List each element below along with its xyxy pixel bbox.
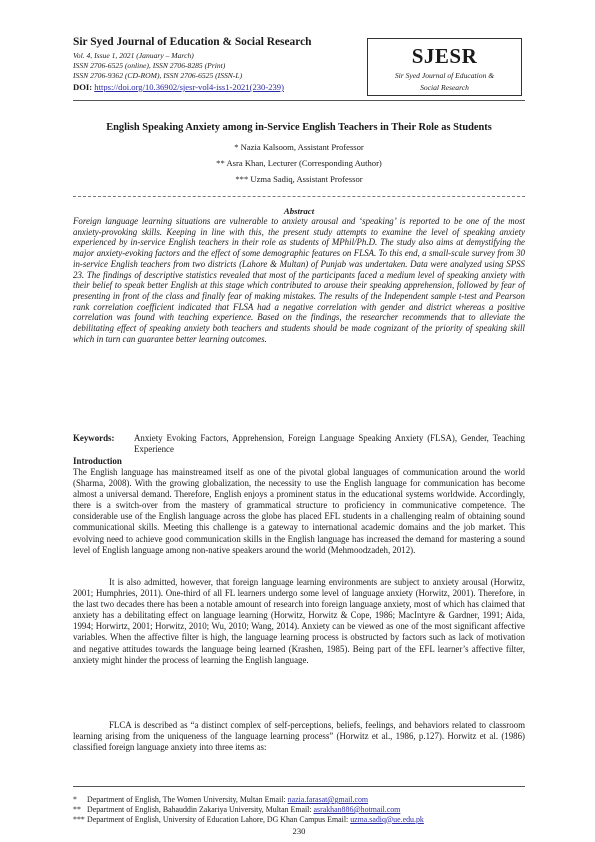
article-title: English Speaking Anxiety among in-Service English Teachers in Their Role as Students (106, 122, 492, 133)
footnote-1 (73, 795, 525, 805)
journal-logo (367, 38, 522, 96)
footnote-2 (73, 805, 525, 815)
logo-subtitle-2: Social Research (420, 83, 469, 92)
footnote-affiliation: Department of English, Bahauddin Zakariya University, Multan Email: (87, 804, 314, 814)
intro-paragraph-1: The English language has mainstreamed itself as one of the pivotal global languages of communication around the world (Sharma, 2008). With the growing globalization, the necessity to use the English language for communication has become almost a universal demand. Therefore, English enjoys a prominent status in the educational systems worldwide. Accordingly, there is a switch-over from the mastery of grammatical structure to proficiency in communicative competence. The considerable use of the English language across the globe has placed EFL students in a challenging realm of obtaining sound communicational skills. Meeting this challenge is a gateway to international academic domains and the job market. This evolving need to achieve good communication skills in the English language has increased the demand for mastering a sound level of English language among non-native speakers around the world (Mehmoodzadeh, 2012). (73, 467, 525, 555)
journal-name: Sir Syed Journal of Education & Social Research (73, 36, 312, 48)
issn-print-line: ISSN 2706-6525 (online), ISSN 2706-8285 (Print) (73, 61, 226, 70)
author-1: * Nazia Kalsoom, Assistant Professor (234, 142, 364, 152)
footnote-email-link[interactable]: nazia.farasat@gmail.com (287, 795, 369, 804)
doi-line (73, 82, 284, 92)
abstract-rule (73, 196, 525, 197)
logo-title: SJESR (411, 44, 478, 68)
footnote-text (87, 815, 424, 825)
footnote-rule (73, 786, 525, 787)
footnotes (73, 795, 525, 824)
doi-label: DOI: (73, 82, 93, 92)
author-3: *** Uzma Sadiq, Assistant Professor (235, 174, 363, 184)
footnote-affiliation: Department of English, University of Education Lahore, DG Khan Campus Email: (87, 814, 351, 824)
footnote-3 (73, 815, 525, 825)
footnote-text (87, 795, 368, 805)
abstract-text: Foreign language learning situations are vulnerable to anxiety arousal and ‘speaking’ is reported to be one of the most anxiety-provoking skills. Keeping in line with this, the present study attempts to examine the level of speaking anxiety experienced by in-service English teachers in their role as students of MPhil/Ph.D. The study also aims at demystifying the major anxiety-evoking factors and the effect of some demographic features on FLSA. To this end, a small-scale survey from 30 in-service English teachers from two districts (Lahore & Multan) of Punjab was undertaken. Data were analyzed using SPSS 23. The findings of descriptive statistics revealed that most of the participants faced a medium level of speaking anxiety with their belief to speak better English at this stage which contributed to arouse their speaking apprehension, followed by fear of presenting in front of the class and finally fear of making mistakes. The results of the Independent sample t-test and Pearson rank correlation coefficient indicated that FLSA had a negative correlation with gender and district whereas a positive correlation was found with teaching experience. Based on the findings, the researcher recommends that to alleviate the debilitating effect of speaking anxiety both teachers and students should be made cognizant of the priority of speaking skill which in turn can guarantee better learning outcomes. (73, 216, 525, 344)
intro-paragraph-2: It is also admitted, however, that foreign language learning environments are subject to anxiety arousal (Horwitz, 2001; Humphries, 2011). One-third of all FL learners undergo some level of language anxiety (Horwitz, 2001). Therefore, in the last two decades there has been a notable amount of research into foreign language anxiety, most of which has claimed that anxiety has a debilitating effect on language learning (Horwitz, Horwitz & Cope, 1986; MacIntyre & Gardner, 1991; Aida, 1994; Horwirtz, 2001; Horwitz, 2010; Wu, 2010; Wang, 2014). Anxiety can be viewed as one of the most significant affective variables. When the affective filter is high, the language learning process is obstructed by factors such as lack of motivation and negative attitudes towards the language being learned (Krashen, 1985). Being part of the EFL learner’s affective filter, anxiety might hinder the process of learning the English language. (73, 577, 525, 665)
footnote-mark: *** (73, 814, 85, 824)
doi-link[interactable]: https://doi.org/10.36902/sjesr-vol4-iss1-2021(230-239) (94, 82, 284, 92)
keywords-text: Anxiety Evoking Factors, Apprehension, Foreign Language Speaking Anxiety (FLSA), Gender, Teaching Experience (134, 433, 525, 454)
introduction-heading: Introduction (73, 456, 122, 466)
author-2: ** Asra Khan, Lecturer (Corresponding Author) (216, 158, 382, 168)
keywords-label: Keywords: (73, 433, 115, 443)
page-number: 230 (292, 826, 306, 836)
journal-header (73, 36, 525, 96)
abstract-heading: Abstract (283, 206, 315, 216)
footnote-text (87, 805, 400, 815)
header-rule (73, 100, 525, 101)
footnote-email-link[interactable]: uzma.sadiq@ue.edu.pk (350, 814, 424, 824)
footnote-mark: ** (73, 804, 81, 814)
logo-subtitle-1: Sir Syed Journal of Education & (394, 71, 495, 80)
issn-cd-line: ISSN 2706-9362 (CD-ROM), ISSN 2706-6525 (ISSN-L) (73, 71, 243, 80)
footnote-affiliation: Department of English, The Women University, Multan Email: (87, 795, 288, 804)
footnote-email-link[interactable]: asrakhan886@hotmail.com (313, 804, 401, 814)
intro-paragraph-3: FLCA is described as “a distinct complex of self-perceptions, beliefs, feelings, and behaviors related to classroom learning arising from the uniqueness of the language learning process” (Horwitz et al., 1986, p.127). Horwitz et al. (1986) classified foreign language anxiety into three items as: (73, 720, 525, 753)
footnote-mark: * (73, 795, 77, 804)
volume-line: Vol. 4, Issue 1, 2021 (January – March) (73, 51, 194, 60)
